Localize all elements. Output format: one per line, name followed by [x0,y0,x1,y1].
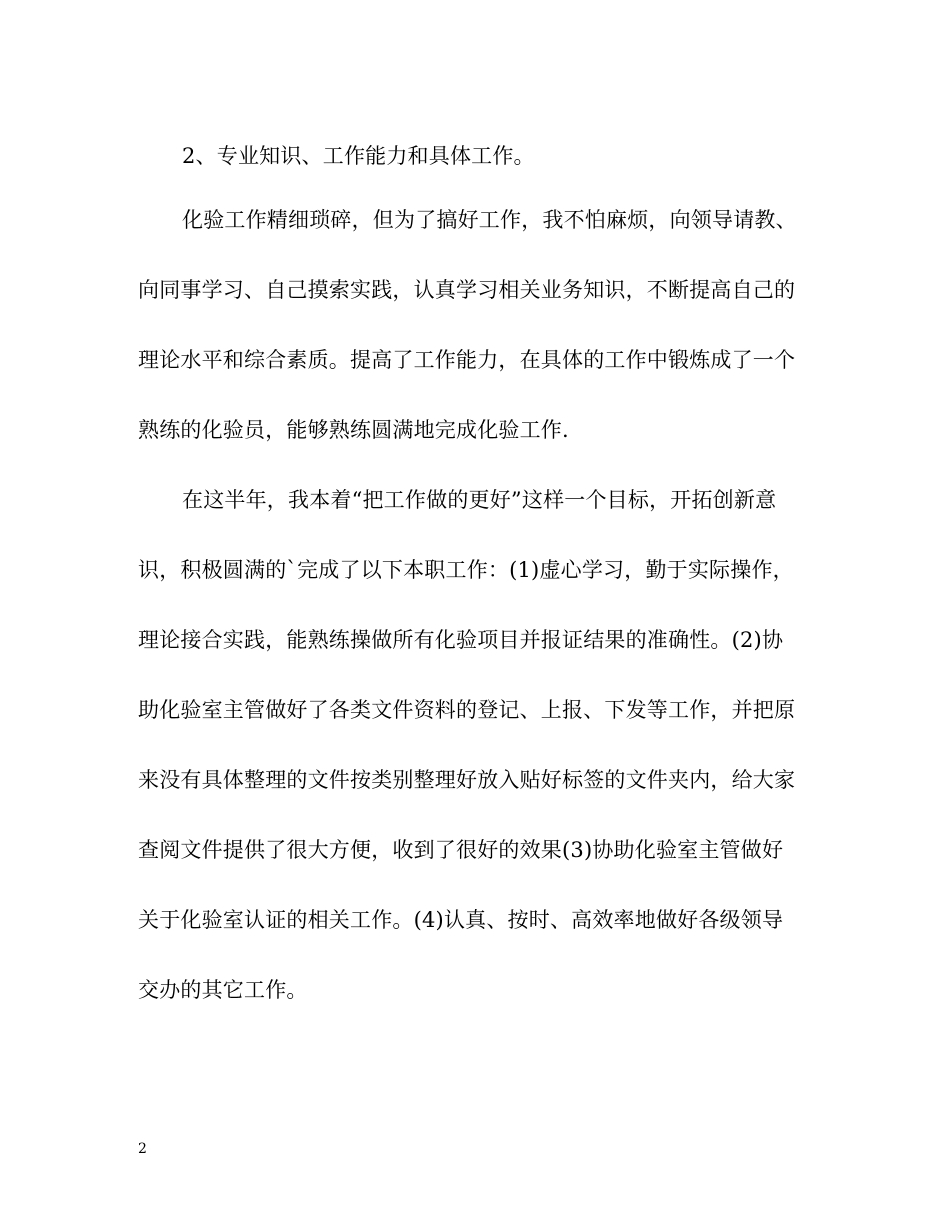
paragraph-line: 化验工作精细琐碎，但为了搞好工作，我不怕麻烦，向领导请教、 [182,208,797,232]
paragraph-line: 交办的其它工作。 [138,978,308,1002]
paragraph-line: 来没有具体整理的文件按类别整理好放入贴好标签的文件夹内，给大家 [138,768,796,792]
paragraph-line: 理论水平和综合素质。提高了工作能力，在具体的工作中锻炼成了一个 [138,348,796,372]
paragraph-line: 关于化验室认证的相关工作。(4)认真、按时、高效率地做好各级领导 [138,908,784,932]
paragraph-line: 在这半年，我本着“把工作做的更好”这样一个目标，开拓创新意 [182,488,777,512]
paragraph-line: 助化验室主管做好了各类文件资料的登记、上报、下发等工作，并把原 [138,698,796,722]
paragraph-line: 查阅文件提供了很大方便，收到了很好的效果(3)协助化验室主管做好 [138,838,784,862]
paragraph-line: 熟练的化验员，能够熟练圆满地完成化验工作. [138,418,569,442]
paragraph-line: 向同事学习、自己摸索实践，认真学习相关业务知识，不断提高自己的 [138,278,796,302]
paragraph-line: 理论接合实践，能熟练操做所有化验项目并报证结果的准确性。(2)协 [138,628,784,652]
page-number: 2 [138,1141,147,1157]
paragraph-line: 识，积极圆满的`完成了以下本职工作：(1)虚心学习，勤于实际操作， [138,558,794,582]
section-heading: 2、专业知识、工作能力和具体工作。 [182,144,535,168]
